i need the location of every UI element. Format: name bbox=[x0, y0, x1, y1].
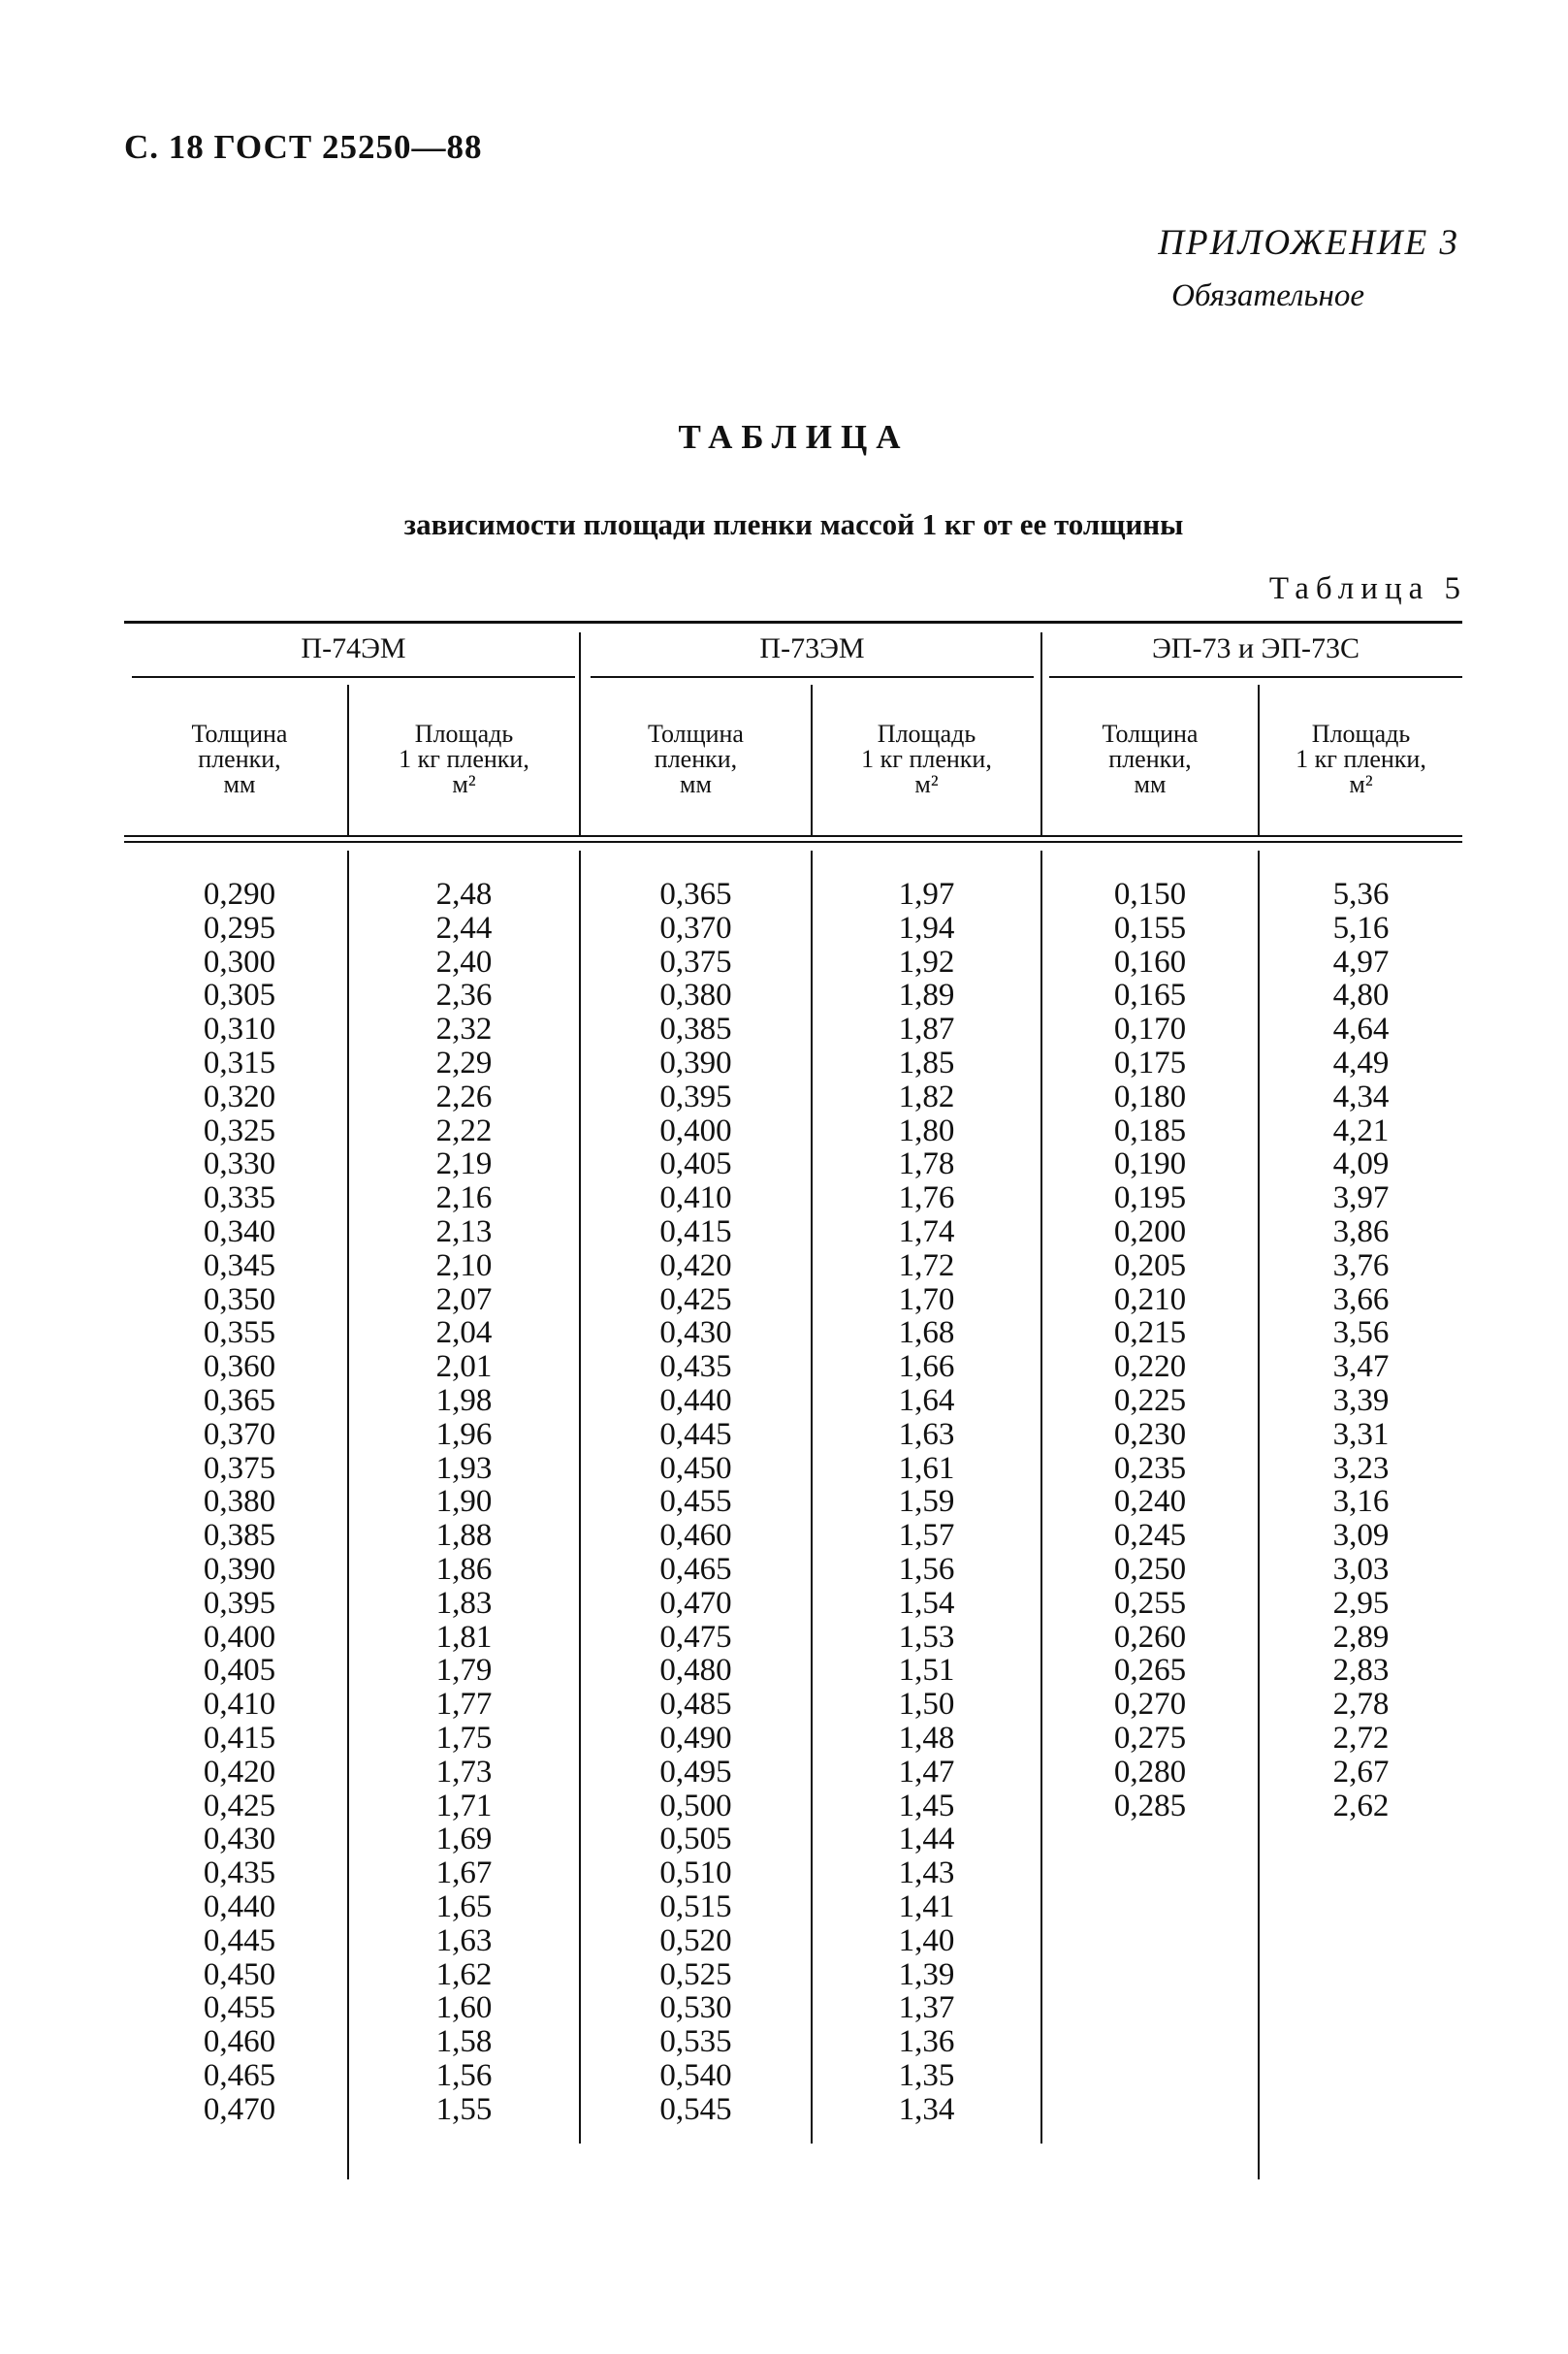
table-cell: 2,83 bbox=[1332, 1653, 1390, 1689]
table-cell: 4,49 bbox=[1332, 1045, 1390, 1080]
table-cell: 1,98 bbox=[435, 1382, 493, 1418]
table-cell: 0,200 bbox=[1113, 1213, 1187, 1249]
table-cell: 1,58 bbox=[435, 2024, 493, 2060]
table-cell: 0,485 bbox=[659, 1687, 732, 1723]
table-cell: 1,86 bbox=[435, 1551, 493, 1587]
table-cell: 0,180 bbox=[1113, 1079, 1187, 1114]
table-cell: 5,36 bbox=[1332, 877, 1390, 912]
table-cell: 0,465 bbox=[659, 1551, 732, 1587]
table-cell: 0,150 bbox=[1113, 877, 1187, 912]
table-cell: 0,395 bbox=[659, 1079, 732, 1114]
table-cell: 1,48 bbox=[898, 1720, 955, 1756]
table-cell: 2,89 bbox=[1332, 1619, 1390, 1655]
table-cell: 0,480 bbox=[659, 1653, 732, 1689]
table-cell: 0,270 bbox=[1113, 1687, 1187, 1723]
table-cell: 0,350 bbox=[203, 1281, 276, 1317]
table-cell: 4,34 bbox=[1332, 1079, 1390, 1114]
table-cell: 0,165 bbox=[1113, 978, 1187, 1014]
table-cell: 0,185 bbox=[1113, 1113, 1187, 1148]
table-cell: 0,365 bbox=[659, 877, 732, 912]
table-cell: 1,54 bbox=[898, 1585, 955, 1621]
table-cell: 0,425 bbox=[203, 1788, 276, 1823]
table-cell: 3,03 bbox=[1332, 1551, 1390, 1587]
table-cell: 1,41 bbox=[898, 1888, 955, 1924]
table-cell: 0,330 bbox=[203, 1146, 276, 1182]
table-cell: 1,61 bbox=[898, 1450, 955, 1486]
table-cell: 2,40 bbox=[435, 944, 493, 980]
table-cell: 0,285 bbox=[1113, 1788, 1187, 1823]
table-cell: 0,395 bbox=[203, 1585, 276, 1621]
table-cell: 1,71 bbox=[435, 1788, 493, 1823]
table-cell: 0,175 bbox=[1113, 1045, 1187, 1080]
table-cell: 1,79 bbox=[435, 1653, 493, 1689]
column-thickness bbox=[581, 878, 811, 2126]
table-cell: 0,450 bbox=[659, 1450, 732, 1486]
table-cell: 0,390 bbox=[203, 1551, 276, 1587]
table-cell: 2,13 bbox=[435, 1213, 493, 1249]
column-header-area: Площадь 1 кг пленки, м² bbox=[399, 720, 529, 798]
table-subtitle: зависимости площади пленки массой 1 кг от ее толщины bbox=[403, 507, 1184, 541]
appendix-note: Обязательное bbox=[1171, 278, 1364, 313]
table-cell: 3,76 bbox=[1332, 1247, 1390, 1283]
table-cell: 3,39 bbox=[1332, 1382, 1390, 1418]
column-header-thickness: Толщина пленки, мм bbox=[1102, 720, 1199, 798]
column-area bbox=[813, 878, 1040, 2126]
table-cell: 0,540 bbox=[659, 2057, 732, 2093]
table-cell: 3,09 bbox=[1332, 1518, 1390, 1554]
table-cell: 0,495 bbox=[659, 1754, 732, 1790]
column-header-area: Площадь 1 кг пленки, м² bbox=[1296, 720, 1426, 798]
table-cell: 1,45 bbox=[898, 1788, 955, 1823]
table-cell: 0,320 bbox=[203, 1079, 276, 1114]
table-cell: 0,520 bbox=[659, 1922, 732, 1958]
table-cell: 2,26 bbox=[435, 1079, 493, 1114]
table-cell: 0,450 bbox=[203, 1956, 276, 1992]
table-cell: 0,415 bbox=[659, 1213, 732, 1249]
table-cell: 1,50 bbox=[898, 1687, 955, 1723]
table-cell: 3,47 bbox=[1332, 1349, 1390, 1385]
column-header-area: Площадь 1 кг пленки, м² bbox=[861, 720, 992, 798]
table-cell: 1,63 bbox=[898, 1416, 955, 1452]
table-cell: 0,325 bbox=[203, 1113, 276, 1148]
table-cell: 0,420 bbox=[659, 1247, 732, 1283]
group-rule-2 bbox=[591, 676, 1034, 678]
table-cell: 1,73 bbox=[435, 1754, 493, 1790]
column-header-thickness: Толщина пленки, мм bbox=[648, 720, 744, 798]
table-cell: 4,97 bbox=[1332, 944, 1390, 980]
table-cell: 1,40 bbox=[898, 1922, 955, 1958]
table-cell: 0,415 bbox=[203, 1720, 276, 1756]
table-cell: 3,86 bbox=[1332, 1213, 1390, 1249]
table-cell: 0,345 bbox=[203, 1247, 276, 1283]
table-cell: 0,455 bbox=[659, 1484, 732, 1520]
table-cell: 0,280 bbox=[1113, 1754, 1187, 1790]
table-cell: 1,69 bbox=[435, 1822, 493, 1857]
table-cell: 0,405 bbox=[659, 1146, 732, 1182]
table-cell: 1,34 bbox=[898, 2091, 955, 2127]
table-cell: 1,57 bbox=[898, 1518, 955, 1554]
table-cell: 0,170 bbox=[1113, 1012, 1187, 1048]
group-header-p73em: П-73ЭМ bbox=[759, 632, 865, 664]
table-cell: 0,335 bbox=[203, 1180, 276, 1216]
table-cell: 1,55 bbox=[435, 2091, 493, 2127]
table-cell: 0,435 bbox=[659, 1349, 732, 1385]
group-rule-1 bbox=[132, 676, 575, 678]
table-cell: 2,01 bbox=[435, 1349, 493, 1385]
table-top-rule bbox=[124, 621, 1462, 624]
table-cell: 2,32 bbox=[435, 1012, 493, 1048]
page-header: С. 18 ГОСТ 25250—88 bbox=[124, 128, 483, 166]
table-cell: 0,265 bbox=[1113, 1653, 1187, 1689]
table-cell: 1,68 bbox=[898, 1315, 955, 1351]
table-cell: 0,210 bbox=[1113, 1281, 1187, 1317]
table-cell: 0,290 bbox=[203, 877, 276, 912]
table-cell: 1,87 bbox=[898, 1012, 955, 1048]
table-cell: 0,160 bbox=[1113, 944, 1187, 980]
table-cell: 1,74 bbox=[898, 1213, 955, 1249]
table-cell: 1,47 bbox=[898, 1754, 955, 1790]
table-cell: 1,65 bbox=[435, 1888, 493, 1924]
column-thickness bbox=[132, 878, 347, 2126]
table-cell: 1,81 bbox=[435, 1619, 493, 1655]
table-cell: 3,56 bbox=[1332, 1315, 1390, 1351]
table-cell: 0,400 bbox=[659, 1113, 732, 1148]
table-cell: 1,88 bbox=[435, 1518, 493, 1554]
table-cell: 1,92 bbox=[898, 944, 955, 980]
table-cell: 0,470 bbox=[659, 1585, 732, 1621]
table-cell: 0,505 bbox=[659, 1822, 732, 1857]
table-cell: 0,385 bbox=[203, 1518, 276, 1554]
group-header-ep73: ЭП-73 и ЭП-73С bbox=[1152, 632, 1360, 664]
table-cell: 0,500 bbox=[659, 1788, 732, 1823]
table-cell: 1,96 bbox=[435, 1416, 493, 1452]
table-cell: 2,67 bbox=[1332, 1754, 1390, 1790]
table-cell: 0,400 bbox=[203, 1619, 276, 1655]
column-area bbox=[1260, 878, 1462, 1822]
table-cell: 0,355 bbox=[203, 1315, 276, 1351]
table-cell: 3,23 bbox=[1332, 1450, 1390, 1486]
table-cell: 0,340 bbox=[203, 1213, 276, 1249]
table-cell: 0,235 bbox=[1113, 1450, 1187, 1486]
table-cell: 1,80 bbox=[898, 1113, 955, 1148]
table-cell: 4,64 bbox=[1332, 1012, 1390, 1048]
table-cell: 0,275 bbox=[1113, 1720, 1187, 1756]
table-cell: 0,460 bbox=[203, 2024, 276, 2060]
table-cell: 1,39 bbox=[898, 1956, 955, 1992]
table-cell: 1,59 bbox=[898, 1484, 955, 1520]
table-cell: 0,475 bbox=[659, 1619, 732, 1655]
table-cell: 0,215 bbox=[1113, 1315, 1187, 1351]
table-cell: 0,460 bbox=[659, 1518, 732, 1554]
table-cell: 1,62 bbox=[435, 1956, 493, 1992]
table-cell: 0,430 bbox=[659, 1315, 732, 1351]
table-cell: 0,220 bbox=[1113, 1349, 1187, 1385]
table-cell: 0,420 bbox=[203, 1754, 276, 1790]
table-cell: 1,70 bbox=[898, 1281, 955, 1317]
table-cell: 2,95 bbox=[1332, 1585, 1390, 1621]
table-cell: 0,440 bbox=[659, 1382, 732, 1418]
table-cell: 0,440 bbox=[203, 1888, 276, 1924]
table-cell: 2,48 bbox=[435, 877, 493, 912]
table-cell: 0,310 bbox=[203, 1012, 276, 1048]
table-cell: 0,365 bbox=[203, 1382, 276, 1418]
table-cell: 2,29 bbox=[435, 1045, 493, 1080]
table-cell: 1,60 bbox=[435, 1990, 493, 2026]
table-cell: 0,405 bbox=[203, 1653, 276, 1689]
table-cell: 0,470 bbox=[203, 2091, 276, 2127]
table-cell: 1,85 bbox=[898, 1045, 955, 1080]
table-cell: 0,545 bbox=[659, 2091, 732, 2127]
table-cell: 0,195 bbox=[1113, 1180, 1187, 1216]
table-cell: 2,04 bbox=[435, 1315, 493, 1351]
table-cell: 0,510 bbox=[659, 1855, 732, 1891]
group-rule-3 bbox=[1049, 676, 1462, 678]
table-cell: 2,44 bbox=[435, 910, 493, 946]
table-cell: 1,44 bbox=[898, 1822, 955, 1857]
table-cell: 2,07 bbox=[435, 1281, 493, 1317]
table-number: Таблица 5 bbox=[1268, 571, 1467, 606]
table-cell: 2,19 bbox=[435, 1146, 493, 1182]
table-cell: 4,21 bbox=[1332, 1113, 1390, 1148]
table-cell: 0,375 bbox=[659, 944, 732, 980]
table-cell: 0,360 bbox=[203, 1349, 276, 1385]
table-cell: 1,77 bbox=[435, 1687, 493, 1723]
table-cell: 0,315 bbox=[203, 1045, 276, 1080]
table-cell: 0,240 bbox=[1113, 1484, 1187, 1520]
column-thickness bbox=[1042, 878, 1258, 1822]
table-cell: 0,380 bbox=[203, 1484, 276, 1520]
table-cell: 2,10 bbox=[435, 1247, 493, 1283]
table-cell: 0,260 bbox=[1113, 1619, 1187, 1655]
table-cell: 0,525 bbox=[659, 1956, 732, 1992]
table-cell: 1,78 bbox=[898, 1146, 955, 1182]
table-cell: 0,530 bbox=[659, 1990, 732, 2026]
table-cell: 1,97 bbox=[898, 877, 955, 912]
column-header-thickness: Толщина пленки, мм bbox=[191, 720, 288, 798]
table-cell: 1,51 bbox=[898, 1653, 955, 1689]
table-cell: 1,36 bbox=[898, 2024, 955, 2060]
table-cell: 0,445 bbox=[659, 1416, 732, 1452]
table-cell: 0,425 bbox=[659, 1281, 732, 1317]
table-cell: 0,250 bbox=[1113, 1551, 1187, 1587]
table-cell: 0,455 bbox=[203, 1990, 276, 2026]
table-cell: 2,16 bbox=[435, 1180, 493, 1216]
table-cell: 0,410 bbox=[203, 1687, 276, 1723]
table-cell: 0,535 bbox=[659, 2024, 732, 2060]
table-cell: 0,370 bbox=[203, 1416, 276, 1452]
table-cell: 0,230 bbox=[1113, 1416, 1187, 1452]
column-area bbox=[349, 878, 579, 2126]
table-cell: 0,465 bbox=[203, 2057, 276, 2093]
table-cell: 1,56 bbox=[435, 2057, 493, 2093]
table-cell: 0,245 bbox=[1113, 1518, 1187, 1554]
table-cell: 1,64 bbox=[898, 1382, 955, 1418]
table-cell: 1,67 bbox=[435, 1855, 493, 1891]
table-cell: 4,09 bbox=[1332, 1146, 1390, 1182]
table-cell: 3,66 bbox=[1332, 1281, 1390, 1317]
table-cell: 0,435 bbox=[203, 1855, 276, 1891]
table-cell: 0,515 bbox=[659, 1888, 732, 1924]
group-header-p74em: П-74ЭМ bbox=[301, 632, 406, 664]
appendix-title: ПРИЛОЖЕНИЕ 3 bbox=[1158, 223, 1459, 263]
table-cell: 0,380 bbox=[659, 978, 732, 1014]
table-cell: 1,75 bbox=[435, 1720, 493, 1756]
table-cell: 1,43 bbox=[898, 1855, 955, 1891]
table-cell: 1,35 bbox=[898, 2057, 955, 2093]
table-cell: 1,90 bbox=[435, 1484, 493, 1520]
table-cell: 0,375 bbox=[203, 1450, 276, 1486]
table-cell: 0,445 bbox=[203, 1922, 276, 1958]
table-cell: 2,22 bbox=[435, 1113, 493, 1148]
table-cell: 0,370 bbox=[659, 910, 732, 946]
table-cell: 0,410 bbox=[659, 1180, 732, 1216]
header-bottom-rule-2 bbox=[124, 841, 1462, 843]
table-cell: 2,78 bbox=[1332, 1687, 1390, 1723]
table-cell: 0,430 bbox=[203, 1822, 276, 1857]
table-cell: 1,56 bbox=[898, 1551, 955, 1587]
table-cell: 1,82 bbox=[898, 1079, 955, 1114]
table-cell: 0,300 bbox=[203, 944, 276, 980]
table-cell: 1,53 bbox=[898, 1619, 955, 1655]
table-cell: 1,63 bbox=[435, 1922, 493, 1958]
table-title: ТАБЛИЦА bbox=[678, 418, 910, 456]
table-cell: 0,155 bbox=[1113, 910, 1187, 946]
table-cell: 0,385 bbox=[659, 1012, 732, 1048]
table-cell: 3,16 bbox=[1332, 1484, 1390, 1520]
table-cell: 0,225 bbox=[1113, 1382, 1187, 1418]
table-cell: 1,66 bbox=[898, 1349, 955, 1385]
table-cell: 0,390 bbox=[659, 1045, 732, 1080]
table-cell: 0,255 bbox=[1113, 1585, 1187, 1621]
table-cell: 1,72 bbox=[898, 1247, 955, 1283]
table-cell: 0,305 bbox=[203, 978, 276, 1014]
table-cell: 0,295 bbox=[203, 910, 276, 946]
table-cell: 0,190 bbox=[1113, 1146, 1187, 1182]
table-cell: 1,89 bbox=[898, 978, 955, 1014]
table-cell: 1,83 bbox=[435, 1585, 493, 1621]
table-cell: 0,205 bbox=[1113, 1247, 1187, 1283]
table-cell: 5,16 bbox=[1332, 910, 1390, 946]
table-cell: 3,31 bbox=[1332, 1416, 1390, 1452]
table-cell: 3,97 bbox=[1332, 1180, 1390, 1216]
table-cell: 2,72 bbox=[1332, 1720, 1390, 1756]
table-cell: 1,37 bbox=[898, 1990, 955, 2026]
header-bottom-rule bbox=[124, 835, 1462, 837]
table-cell: 2,62 bbox=[1332, 1788, 1390, 1823]
table-cell: 1,94 bbox=[898, 910, 955, 946]
table-cell: 0,490 bbox=[659, 1720, 732, 1756]
table-cell: 1,76 bbox=[898, 1180, 955, 1216]
table-cell: 1,93 bbox=[435, 1450, 493, 1486]
table-cell: 4,80 bbox=[1332, 978, 1390, 1014]
table-cell: 2,36 bbox=[435, 978, 493, 1014]
